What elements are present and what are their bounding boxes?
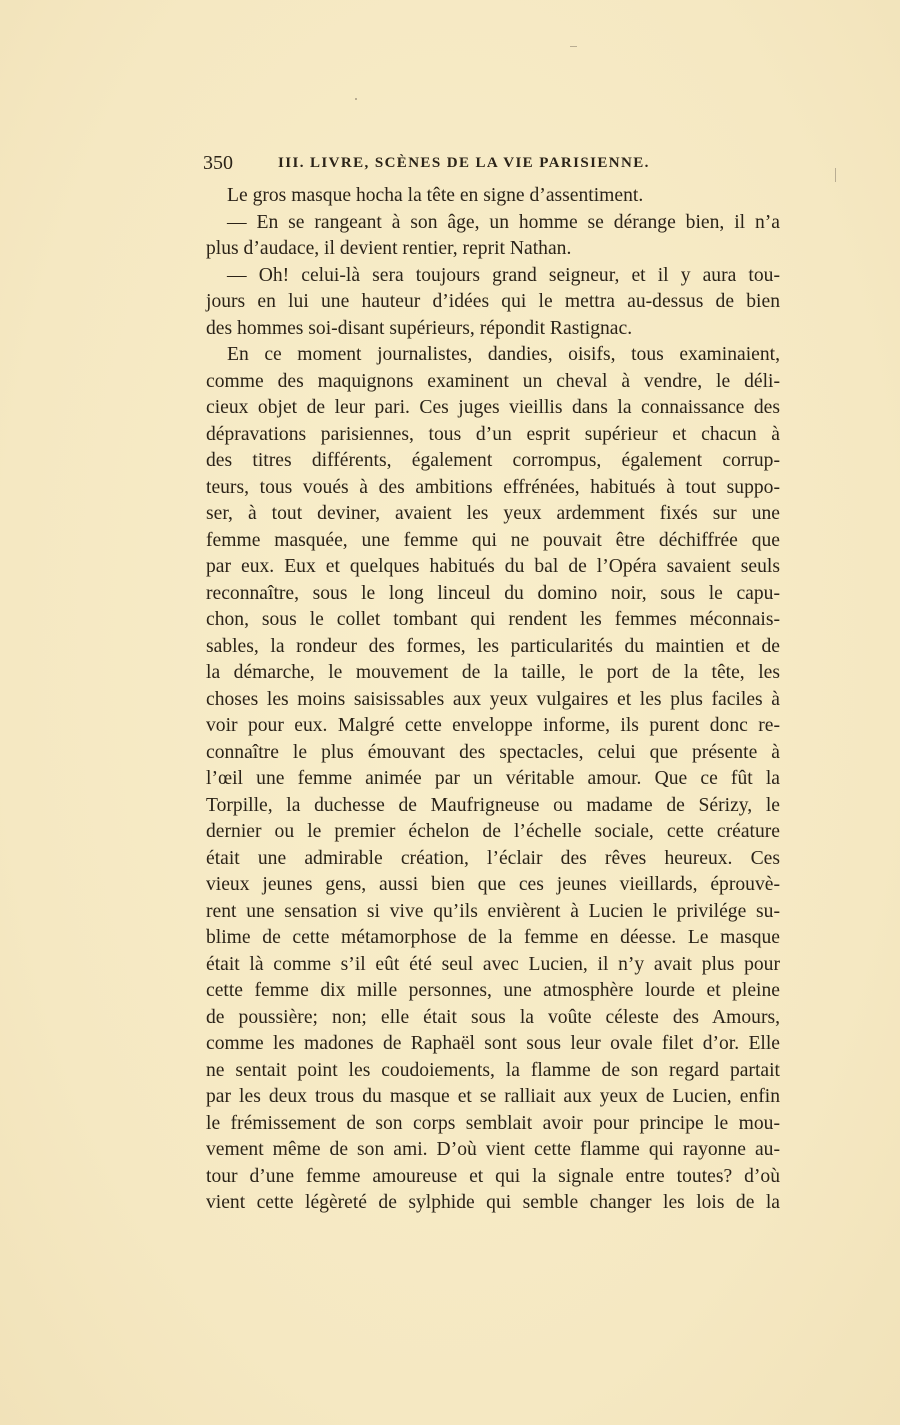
text-line: ser, à tout deviner, avaient les yeux ardemment fixés sur une — [206, 503, 780, 524]
scan-speck — [835, 168, 836, 182]
running-header — [203, 152, 713, 180]
text-line: était là comme s’il eût été seul avec Lucien, il n’y avait plus pour — [206, 953, 780, 975]
running-title: III. LIVRE, SCÈNES DE LA VIE PARISIENNE. — [278, 155, 650, 171]
text-line: par eux. Eux et quelques habitués du bal de l’Opéra savaient seuls — [206, 556, 780, 577]
text-line: comme les madones de Raphaël sont sous leur ovale filet d’or. Elle — [206, 1033, 780, 1054]
text-line: des titres différents, également corrompus, également corrup- — [206, 450, 780, 471]
text-line: tour d’une femme amoureuse et qui la signale entre toutes? d’où — [206, 1165, 780, 1187]
page-number: 350 — [203, 152, 233, 174]
text-line: voir pour eux. Malgré cette enveloppe informe, ils purent donc re- — [206, 715, 780, 736]
text-line: sables, la rondeur des formes, les particularités du maintien et de — [206, 635, 780, 657]
text-line: En ce moment journalistes, dandies, oisifs, tous examinaient, — [227, 344, 780, 365]
text-line: comme des maquignons examinent un cheval à vendre, le déli- — [206, 370, 780, 392]
text-line: l’œil une femme animée par un véritable amour. Que ce fût la — [206, 768, 780, 789]
text-line: chon, sous le collet tombant qui rendent les femmes méconnais- — [206, 609, 780, 630]
text-line: plus d’audace, il devient rentier, reprit Nathan. — [206, 238, 572, 259]
text-line: choses les moins saisissables aux yeux vulgaires et les plus faciles à — [206, 688, 780, 710]
text-line: le frémissement de son corps semblait avoir pour principe le mou- — [206, 1112, 780, 1134]
text-line: la démarche, le mouvement de la taille, le port de la tête, les — [206, 662, 780, 683]
text-line: était une admirable création, l’éclair des rêves heureux. Ces — [206, 847, 780, 869]
text-line: connaître le plus émouvant des spectacles, celui que présente à — [206, 741, 780, 763]
text-line: — Oh! celui-là sera toujours grand seigneur, et il y aura tou- — [227, 264, 780, 286]
text-line: rent une sensation si vive qu’ils envièrent à Lucien le privilége su- — [206, 900, 780, 922]
text-line: cette femme dix mille personnes, une atmosphère lourde et pleine — [206, 980, 780, 1001]
text-line: par les deux trous du masque et se ralliait aux yeux de Lucien, enfin — [206, 1086, 780, 1107]
text-line: des hommes soi-disant supérieurs, répondit Rastignac. — [206, 317, 633, 339]
text-line: dépravations parisiennes, tous d’un esprit supérieur et chacun à — [206, 423, 780, 445]
text-line: femme masquée, une femme qui ne pouvait être déchiffrée que — [206, 529, 780, 551]
text-line: teurs, tous voués à des ambitions effrénées, habitués à tout suppo- — [206, 476, 780, 498]
text-line: de poussière; non; elle était sous la voûte céleste des Amours, — [206, 1006, 780, 1028]
text-line: jours en lui une hauteur d’idées qui le mettra au-dessus de bien — [206, 291, 780, 312]
text-line: Le gros masque hocha la tête en signe d’assentiment. — [227, 185, 644, 206]
text-line: reconnaître, sous le long linceul du domino noir, sous le capu- — [206, 582, 780, 604]
text-line: Torpille, la duchesse de Maufrigneuse ou madame de Sérizy, le — [206, 794, 780, 816]
text-line: ne sentait point les coudoiements, la flamme de son regard partait — [206, 1059, 780, 1081]
text-line: dernier ou le premier échelon de l’échelle sociale, cette créature — [206, 821, 780, 842]
text-line: vieux jeunes gens, aussi bien que ces jeunes vieillards, éprouvè- — [206, 874, 780, 895]
text-line: vient cette légèreté de sylphide qui semble changer les lois de la — [206, 1192, 780, 1213]
scan-speck — [355, 98, 357, 100]
text-line: — En se rangeant à son âge, un homme se dérange bien, il n’a — [227, 211, 780, 233]
scan-speck — [570, 46, 577, 47]
body-text — [206, 183, 780, 1217]
text-line: blime de cette métamorphose de la femme en déesse. Le masque — [206, 927, 780, 948]
text-line: cieux objet de leur pari. Ces juges vieillis dans la connaissance des — [206, 397, 780, 418]
text-line: vement même de son ami. D’où vient cette flamme qui rayonne au- — [206, 1139, 780, 1160]
